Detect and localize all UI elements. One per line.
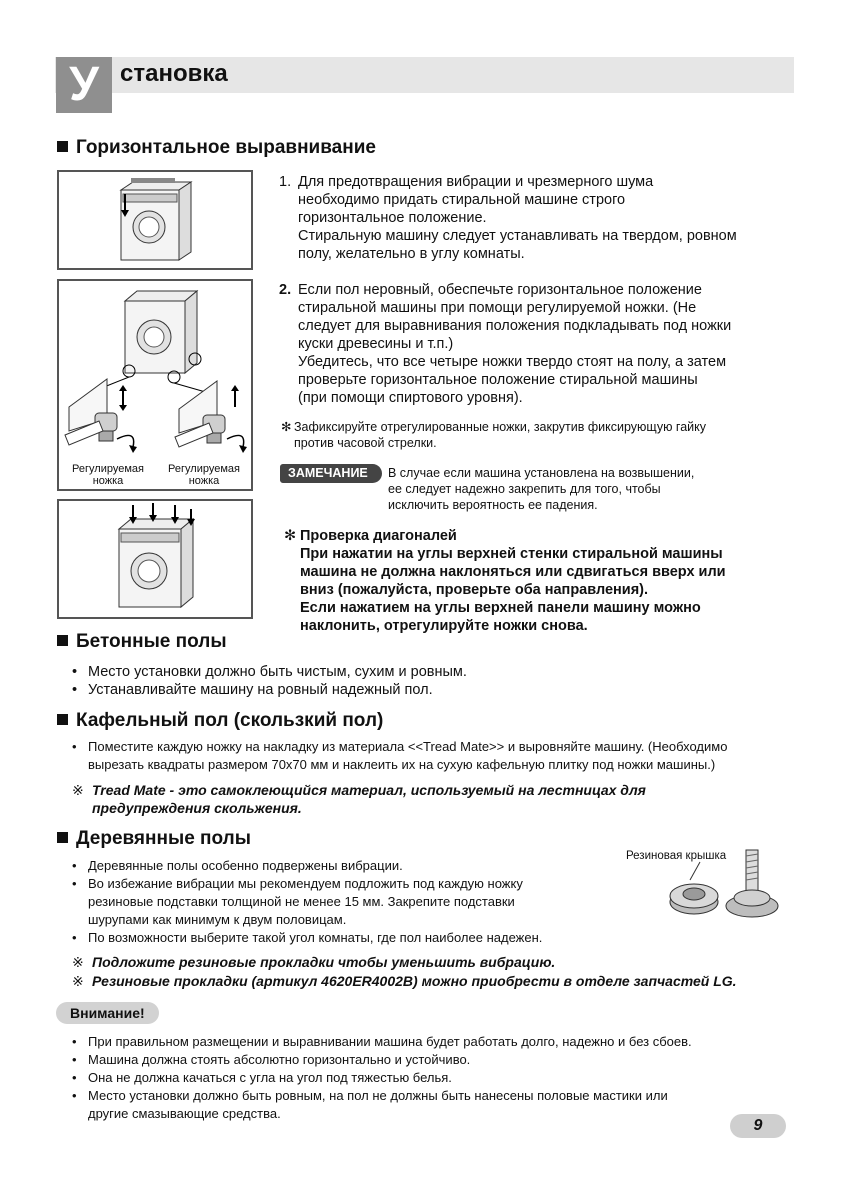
- attention-list: [68, 1033, 828, 1123]
- list-item: • Деревянные полы особенно подвержены вибрации.: [68, 857, 618, 875]
- rubber-cap-label: Резиновая крышка: [626, 850, 727, 862]
- list-item: • Поместите каждую ножку на накладку из материала <<Tread Mate>> и выровняйте машину. (Необходимо вырезать квадраты размером 70x70 мм и наклеить их на сухую кафельную плитку под ножки машины.): [68, 738, 838, 774]
- list-item: • По возможности выберите такой угол комнаты, где пол наиболее надежен.: [68, 929, 618, 947]
- leveling-step-2: 2. Если пол неровный, обеспечьте горизонтальное положение стиральной машины при помощи регулируемой ножки. (Не следует для выравнивания положения подкладывать под ножки куски древесины и т.п.) Убедитесь, что все четыре ножки твердо стоят на полу, а затем проверьте горизонтальное положение стиральной машины (при помощи спиртового уровня).: [279, 282, 732, 406]
- section-heading-tile: Кафельный пол (скользкий пол): [57, 709, 383, 733]
- list-item: • Место установки должно быть ровным, на пол не должны быть нанесены половые мастики или другие смазывающие средства.: [68, 1087, 828, 1123]
- washer-level-illustration: [59, 172, 251, 268]
- adjustable-foot-label-right: Регулируемая ножка: [168, 463, 240, 487]
- adjustable-foot-label-left: Регулируемая ножка: [72, 463, 144, 487]
- section-heading-wood: Деревянные полы: [57, 827, 251, 851]
- wood-list: [68, 857, 618, 947]
- lock-nut-tip: ✻ Зафиксируйте отрегулированные ножки, закрутив фиксирующую гайку против часовой стрелки.: [281, 420, 707, 450]
- diagonal-check-illustration: [59, 501, 251, 617]
- note-tag: ЗАМЕЧАНИЕ: [280, 464, 382, 483]
- page-number: 9: [730, 1114, 786, 1138]
- diagonal-check-note: ✻ Проверка диагоналей При нажатии на углы верхней стенки стиральной машины машина не должна наклоняться или сдвигаться вверх или вниз (пожалуйста, проверьте оба направления). Если нажатием на углы верхней панели машину можно наклонить, отрегулируйте ножки снова.: [284, 528, 726, 634]
- adjustable-feet-image: [57, 279, 253, 491]
- adjustable-feet-illustration: [59, 281, 251, 489]
- diagonal-check-image: [57, 499, 253, 619]
- concrete-list: [68, 663, 788, 699]
- list-item: • Во избежание вибрации мы рекомендуем подложить под каждую ножку резиновые подставки толщиной не менее 15 мм. Закрепите подставки шурупами как минимум к двум половицам.: [68, 875, 618, 929]
- list-item: • Место установки должно быть чистым, сухим и ровным.: [68, 663, 788, 681]
- list-item: • Она не должна качаться с угла на угол под тяжестью белья.: [68, 1069, 828, 1087]
- tile-list: [68, 738, 838, 774]
- list-item: • Устанавливайте машину на ровный надежный пол.: [68, 681, 788, 699]
- header-letter-block: У: [56, 57, 112, 113]
- section-heading-concrete: Бетонные полы: [57, 630, 227, 654]
- list-item: • При правильном размещении и выравнивании машина будет работать долго, надежно и без сбоев.: [68, 1033, 828, 1051]
- washer-level-image: [57, 170, 253, 270]
- attention-tag: Внимание!: [56, 1002, 159, 1024]
- section-heading-leveling: Горизонтальное выравнивание: [57, 136, 376, 160]
- tread-mate-note: ※ Tread Mate - это самоклеющийся материал, используемый на лестницах для предупреждения скольжения.: [72, 782, 646, 816]
- page-title: становка: [120, 60, 228, 87]
- rubber-cap-illustration: [660, 840, 780, 924]
- wood-notes: ※ Подложите резиновые прокладки чтобы уменьшить вибрацию. ※ Резиновые прокладки (артикул 4620ER4002B) можно приобрести в отделе запчастей LG.: [72, 954, 737, 989]
- list-item: • Машина должна стоять абсолютно горизонтально и устойчиво.: [68, 1051, 828, 1069]
- elevation-note: В случае если машина установлена на возвышении, ее следует надежно закрепить для того, чтобы исключить вероятность ее падения.: [388, 466, 695, 512]
- leveling-step-1: 1. Для предотвращения вибрации и чрезмерного шума необходимо придать стиральной машине строго горизонтальное положение. Стиральную машину следует устанавливать на твердом, ровном полу, желательно в углу комнаты.: [279, 174, 737, 262]
